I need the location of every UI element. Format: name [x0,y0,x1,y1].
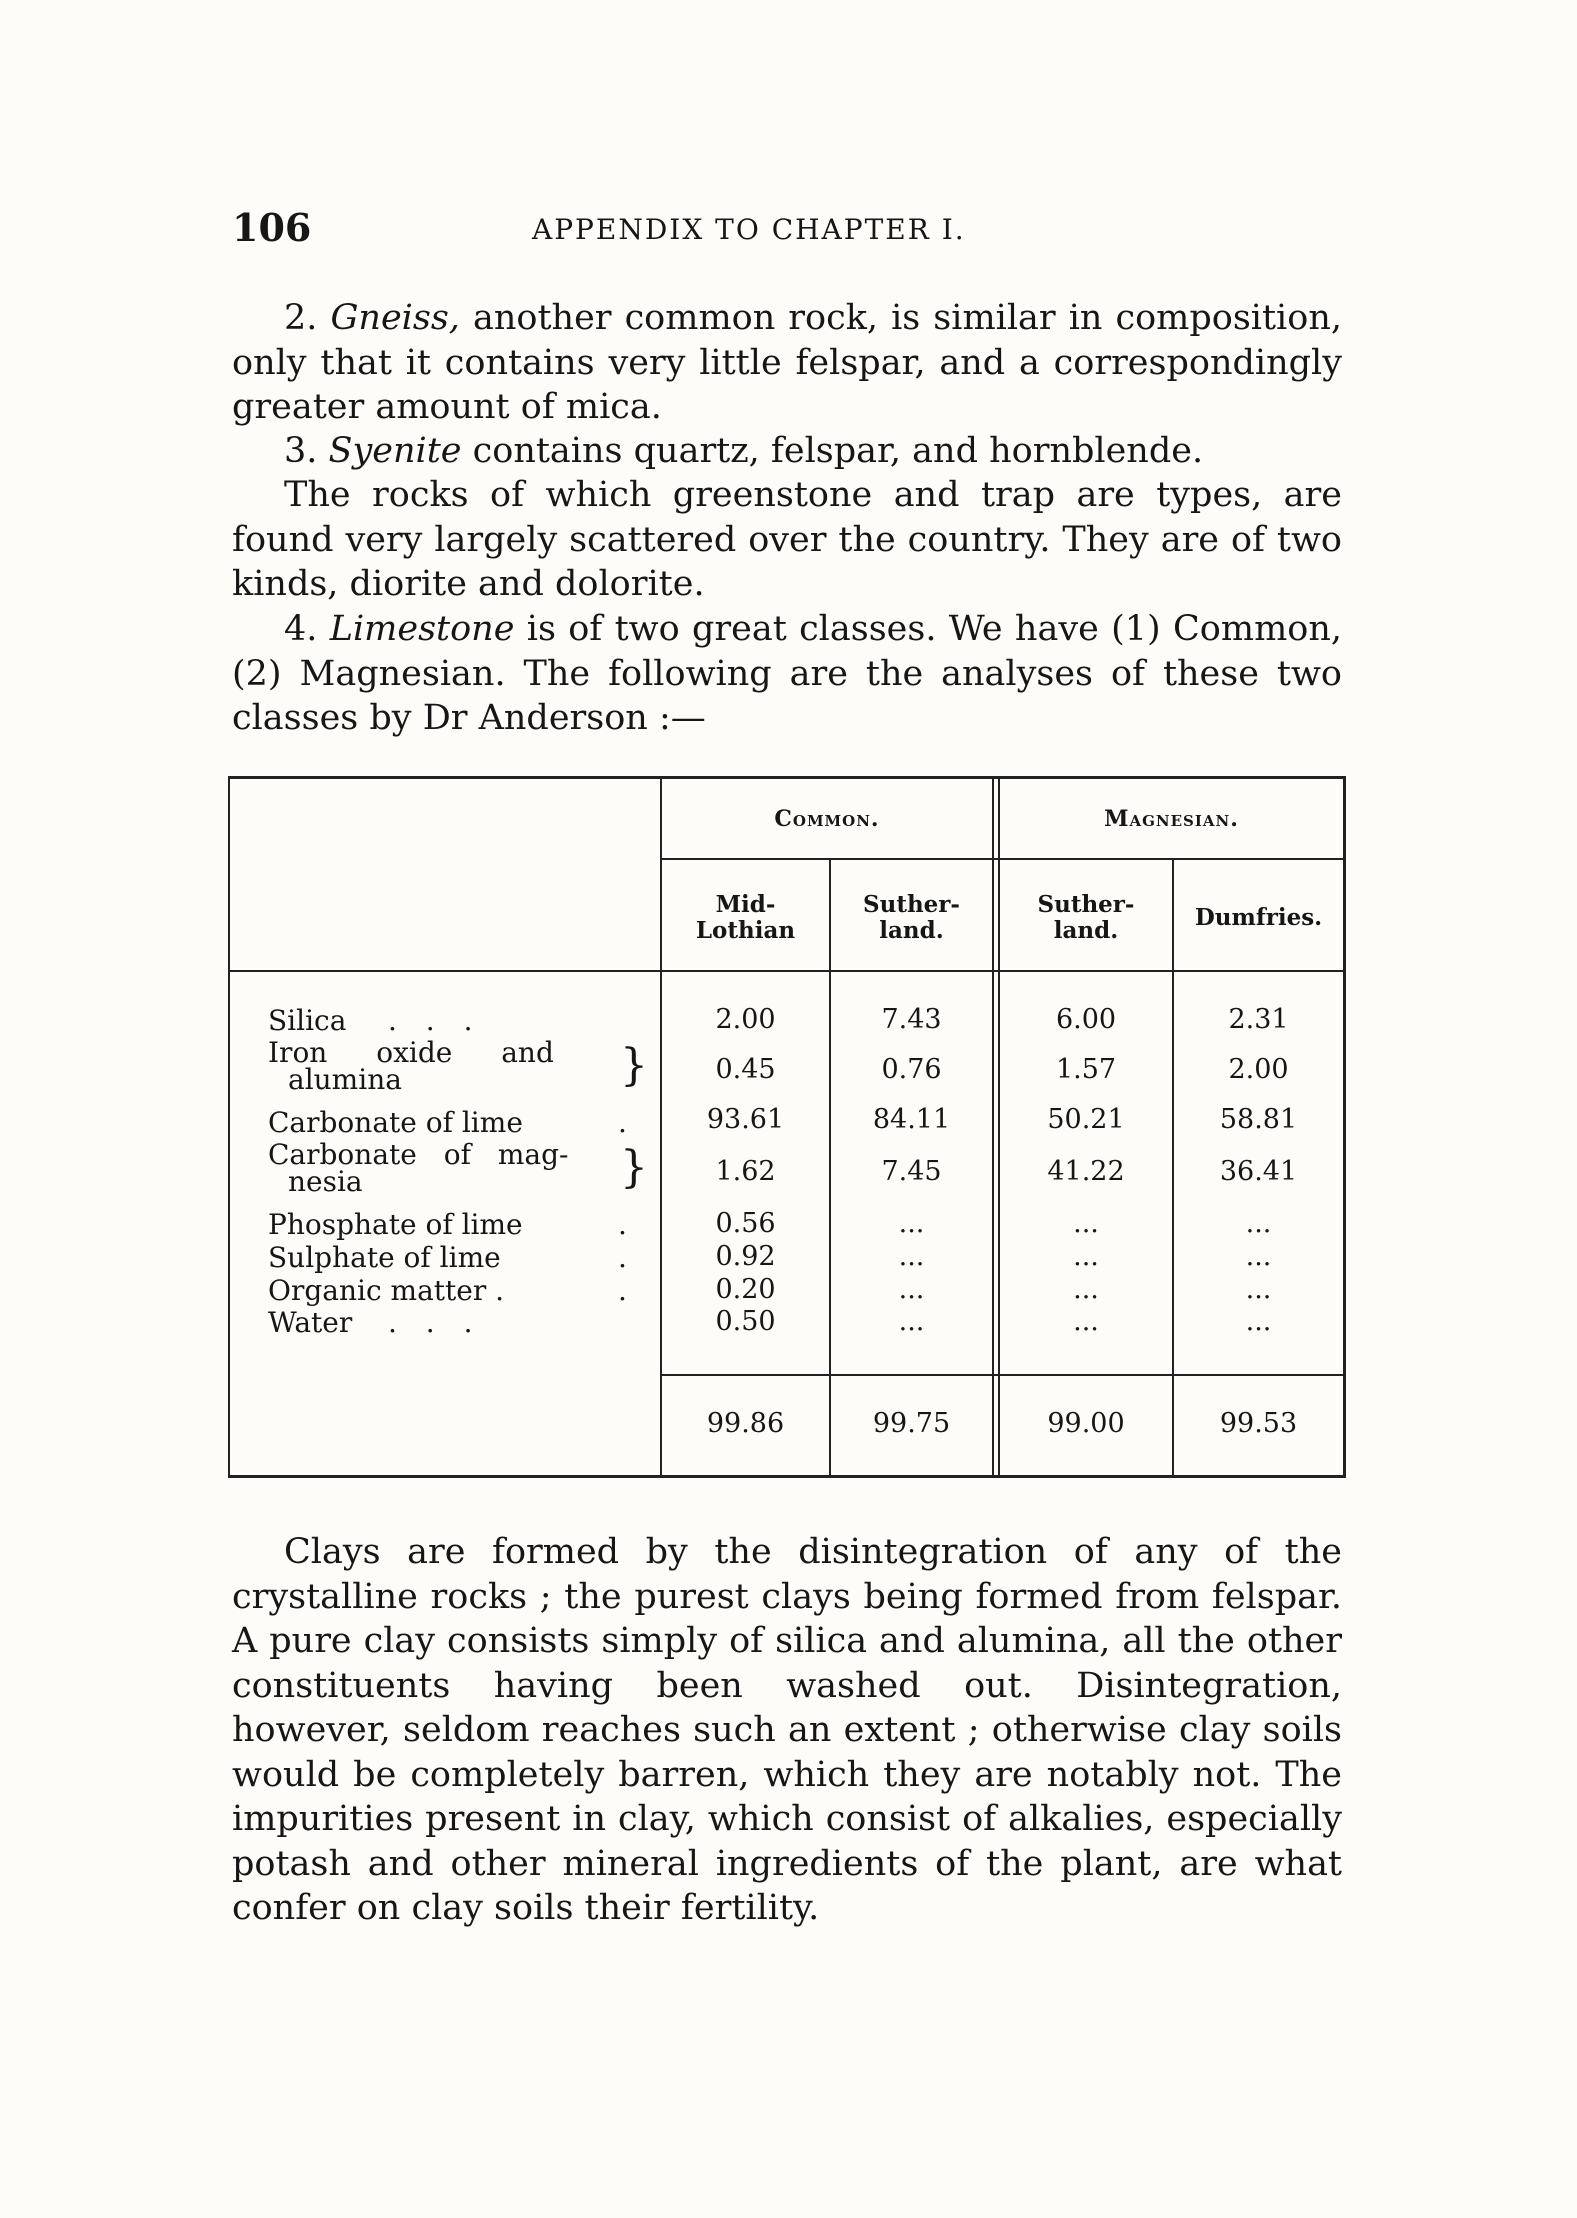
leader-dots: . [618,1241,627,1274]
row-label-carbonate-of-magnesia [268,1138,648,1198]
row-label-sulphate-of-lime [268,1241,627,1274]
value-cell: 93.61 [706,1104,785,1135]
value-cell: 2.31 [1228,1004,1289,1035]
row-label-text: Carbonate of lime [268,1106,523,1139]
item-number: 2. [284,298,318,338]
value-cell: ... [1245,1306,1272,1337]
value-cell: 1.57 [1055,1054,1117,1085]
column-header-dumfries [1174,905,1343,931]
value-cell: ... [898,1208,925,1239]
paragraph-greenstone [232,473,1342,607]
row-label-line: Carbonate of mag- [268,1138,569,1171]
paragraph-syenite [232,429,1342,474]
brace-symbol: } [620,1142,648,1193]
group-divider-1 [992,776,994,1478]
value-cell: 84.11 [872,1104,951,1135]
item-number: 3. [284,431,318,471]
value-cell: 36.41 [1219,1156,1298,1187]
paragraph-clays [232,1530,1342,1931]
row-label-line: Iron oxide and [268,1036,554,1069]
paragraph-text: contains quartz, felspar, and hornblende. [461,431,1204,471]
row-label-line: nesia [288,1165,363,1198]
group-header-magnesian: Magnesian. [1104,806,1239,832]
value-cell: 58.81 [1219,1104,1298,1135]
total-cell: 99.53 [1219,1408,1298,1439]
row-label-text: Sulphate of lime [268,1241,501,1274]
value-cell: 7.43 [881,1004,942,1035]
row-label-organic-matter [268,1274,627,1307]
column-header-sutherland-common [831,892,992,944]
brace-symbol: } [620,1040,648,1091]
column-header-rule [228,970,1343,972]
row-label-water [268,1306,483,1339]
value-cell: 0.56 [715,1208,776,1239]
value-cell: ... [1073,1208,1099,1239]
leader-dots: . [618,1274,627,1307]
term-limestone: Limestone [329,609,515,649]
paragraph-text: is of two great classes. We have (1) Common, (2) Magnesian. The following are the analyses of these two classes by Dr Anderson :— [232,609,1342,738]
table-left-rule [228,776,230,1478]
totals-rule [661,1374,1343,1376]
value-cell: 50.21 [1047,1104,1125,1135]
value-cell: ... [1073,1241,1099,1272]
total-cell: 99.00 [1047,1408,1125,1439]
column-header-line: land. [1053,917,1119,944]
paragraph-gneiss [232,296,1342,430]
paragraph-text: another common rock, is similar in composition, only that it contains very little felspar, and a correspondingly greater amount of mica. [232,298,1342,427]
value-cell: ... [898,1306,925,1337]
table-right-rule [1343,776,1346,1478]
term-gneiss: Gneiss, [330,298,460,338]
row-label-line: alumina [288,1063,402,1096]
value-cell: ... [1245,1274,1272,1305]
value-cell: ... [898,1241,925,1272]
table-top-rule [228,776,1346,779]
paragraph-text: The rocks of which greenstone and trap are types, are found very largely scattered over the country. They are of two kinds, diorite and dolorite. [232,475,1342,604]
value-cell: ... [898,1274,925,1305]
column-header-line: Suther- [1037,891,1135,918]
leader-dots: . [618,1106,627,1139]
value-cell: ... [1073,1306,1099,1337]
row-label-text: Phosphate of lime [268,1208,523,1241]
value-cell: 7.45 [881,1156,942,1187]
value-cell: ... [1073,1274,1099,1305]
term-syenite: Syenite [328,431,462,471]
row-label-iron-oxide [268,1036,648,1096]
column-header-line: Suther- [863,891,960,918]
column-header-line: land. [879,917,944,944]
column-header-line: Mid- [715,891,776,918]
limestone-analysis-table [228,776,1346,1478]
group-header-rule [661,858,1343,860]
row-label-phosphate-of-lime [268,1208,627,1241]
total-cell: 99.86 [706,1408,785,1439]
column-header-sutherland-magnesian [1000,892,1172,944]
value-cell: 6.00 [1055,1004,1117,1035]
row-label-text: Silica [268,1004,347,1037]
group-header-common: Common. [774,806,880,832]
value-cell: 0.45 [715,1054,776,1085]
value-cell: 2.00 [715,1004,776,1035]
value-cell: 1.62 [715,1156,776,1187]
leader-dots: . . . [388,1306,483,1339]
value-cell: ... [1245,1208,1272,1239]
paragraph-limestone [232,607,1342,741]
paragraph-text: Clays are formed by the disintegration of any of the crystalline rocks ; the purest clays being formed from felspar. A pure clay consists simply of silica and alumina, all the other constituents having been washed out. Disintegration, however, seldom reaches such an extent ; otherwise clay soils would be completely barren, which they are notably not. The impurities present in clay, which consist of alkalies, especially potash and other mineral ingredients of the plant, are what confer on clay soils their fertility. [232,1532,1342,1928]
page-header [232,205,1332,255]
value-cell: ... [1245,1241,1272,1272]
leader-dots: . [618,1208,627,1241]
value-cell: 0.76 [881,1054,942,1085]
column-header-line: Dumfries. [1194,904,1323,931]
item-number: 4. [284,609,318,649]
value-cell: 41.22 [1047,1156,1125,1187]
value-cell: 0.50 [715,1306,776,1337]
total-cell: 99.75 [872,1408,951,1439]
page-number: 106 [232,205,312,250]
value-cell: 2.00 [1228,1054,1289,1085]
value-cell: 0.92 [715,1241,776,1272]
row-label-text: Water [268,1306,353,1339]
leader-dots: . . . [388,1004,483,1037]
column-header-line: Lothian [695,917,796,944]
table-bottom-rule [228,1475,1346,1478]
value-cell: 0.20 [715,1274,776,1305]
running-head: APPENDIX TO CHAPTER I. [532,213,966,246]
row-label-text: Organic matter . [268,1274,505,1307]
row-label-silica [268,1004,483,1037]
row-label-carbonate-of-lime [268,1106,627,1139]
column-header-mid-lothian [662,892,829,944]
